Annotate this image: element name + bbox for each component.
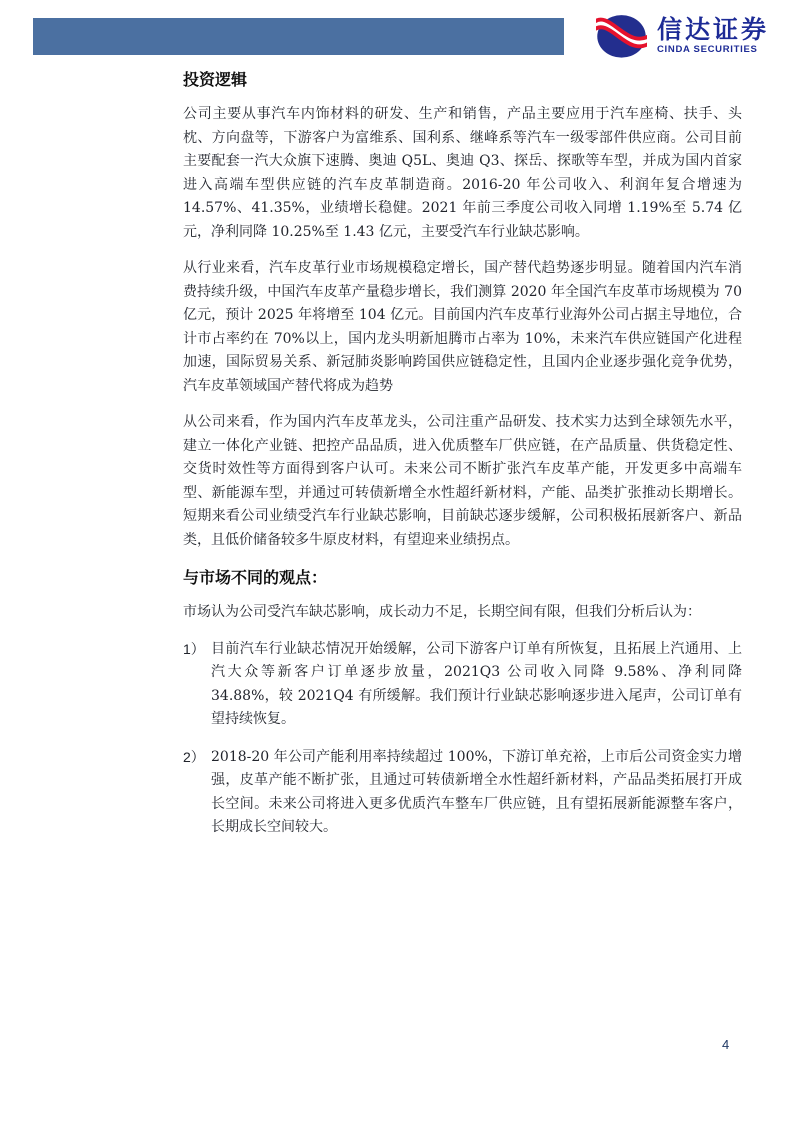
list-item-marker: 1） bbox=[183, 640, 205, 657]
list-item-text: 目前汽车行业缺芯情况开始缓解，公司下游客户订单有所恢复，且拓展上汽通用、上汽大众等新客户订单逐步放量，2021Q3 公司收入同降 9.58%、净利同降 34.88%，较 2021Q4 有所缓解。我们预计行业缺芯影响逐步进入尾声，公司订单有望持续恢复。 bbox=[211, 640, 742, 727]
section-title-different-views: 与市场不同的观点： bbox=[183, 568, 328, 587]
list-item bbox=[183, 638, 742, 732]
header-bar bbox=[33, 18, 564, 55]
section-title-investment-logic: 投资逻辑 bbox=[183, 70, 248, 89]
logo-name-en: CINDA SECURITIES bbox=[656, 43, 758, 55]
report-content bbox=[183, 70, 742, 854]
list-item-marker: 2） bbox=[183, 748, 205, 765]
list-item-text: 2018-20 年公司产能利用率持续超过 100%，下游订单充裕，上市后公司资金实力增强，皮革产能不断扩张，且通过可转债新增全水性超纤新材料，产品品类拓展打开成长空间。未来公司将进入更多优质汽车整车厂供应链，且有望拓展新能源整车客户，长期成长空间较大。 bbox=[211, 748, 742, 835]
cinda-logo-icon bbox=[596, 12, 647, 59]
logo-text bbox=[657, 16, 769, 55]
investment-logic-paragraph-3: 从公司来看，作为国内汽车皮革龙头，公司注重产品研发、技术实力达到全球领先水平，建立一体化产业链、把控产品品质，进入优质整车厂供应链，在产品质量、供货稳定性、交货时效性等方面得到客户认可。未来公司不断扩张汽车皮革产能，开发更多中高端车型、新能源车型，并通过可转债新增全水性超纤新材料，产能、品类扩张推动长期增长。短期来看公司业绩受汽车行业缺芯影响，目前缺芯逐步缓解，公司积极拓展新客户、新品类，且低价储备较多牛原皮材料，有望迎来业绩拐点。 bbox=[183, 414, 742, 548]
different-views-list bbox=[183, 638, 742, 840]
logo-name-cn: 信达证券 bbox=[656, 15, 769, 45]
cinda-logo bbox=[596, 12, 769, 59]
page-number: 4 bbox=[722, 1037, 730, 1052]
investment-logic-paragraph-1: 公司主要从事汽车内饰材料的研发、生产和销售，产品主要应用于汽车座椅、扶手、头枕、方向盘等，下游客户为富维系、国利系、继峰系等汽车一级零部件供应商。公司目前主要配套一汽大众旗下速腾、奥迪 Q5L、奥迪 Q3、探岳、探歌等车型，并成为国内首家进入高端车型供应链的汽车皮革制造商。2016-20 年公司收入、利润年复合增速为 14.57%、41.35%，业绩增长稳健。2021 年前三季度公司收入同增 1.19%至 5.74 亿元，净利同降 10.25%至 1.43 亿元，主要受汽车行业缺芯影响。 bbox=[183, 106, 742, 240]
different-views-intro: 市场认为公司受汽车缺芯影响，成长动力不足，长期空间有限，但我们分析后认为： bbox=[183, 604, 701, 620]
list-item bbox=[183, 746, 742, 840]
investment-logic-paragraph-2: 从行业来看，汽车皮革行业市场规模稳定增长，国产替代趋势逐步明显。随着国内汽车消费持续升级，中国汽车皮革产量稳步增长，我们测算 2020 年全国汽车皮革市场规模为 70 亿元，预计 2025 年将增至 104 亿元。目前国内汽车皮革行业海外公司占据主导地位，合计市占率约在 70%以上，国内龙头明新旭腾市占率为 10%，未来汽车供应链国产化进程加速，国际贸易关系、新冠肺炎影响跨国供应链稳定性，且国内企业逐步强化竞争优势，汽车皮革领域国产替代将成为趋势 bbox=[183, 260, 742, 394]
